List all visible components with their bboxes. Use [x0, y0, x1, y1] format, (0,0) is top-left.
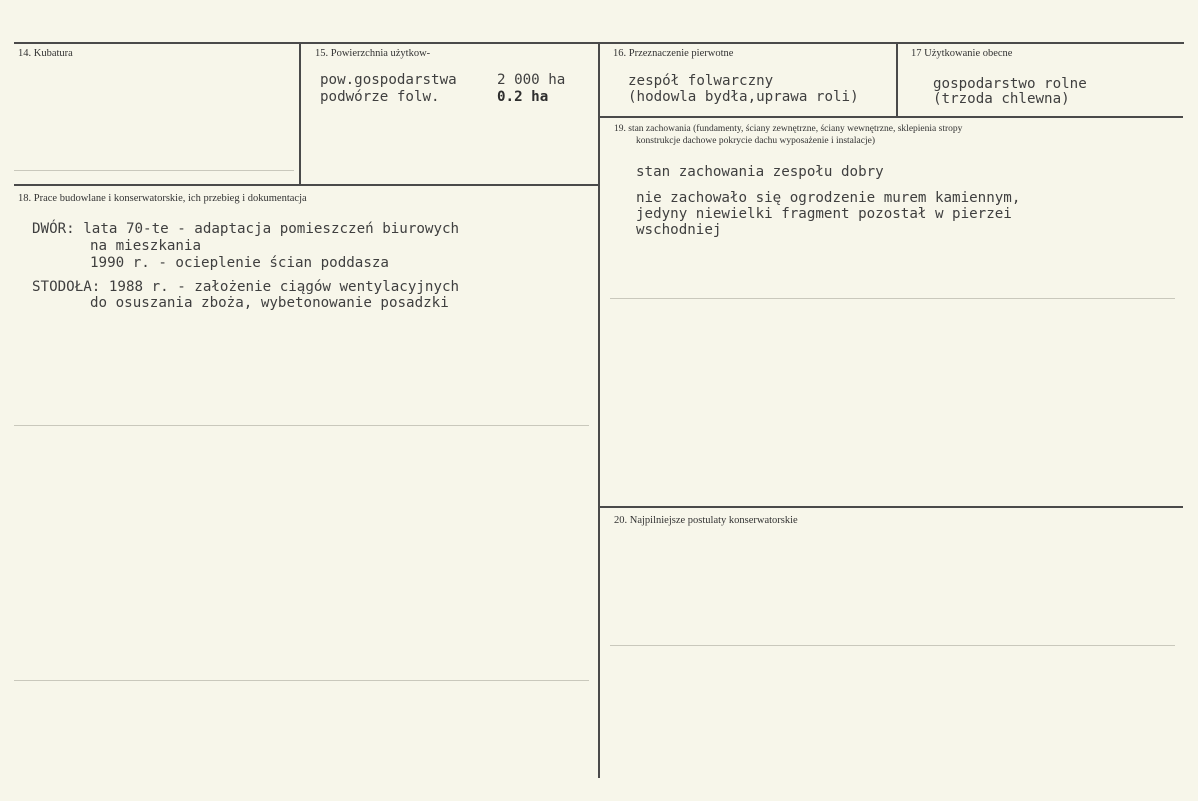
works-line-3: 1990 r. - ocieplenie ścian poddasza: [90, 255, 389, 271]
current-use-line-1: gospodarstwo rolne: [933, 76, 1087, 92]
field-17-label: 17 Użytkowanie obecne: [911, 48, 1013, 59]
right-upper-rule: [599, 116, 1183, 118]
left-mid-rule: [14, 184, 599, 186]
field-18-label: 18. Prace budowlane i konserwatorskie, ich przebieg i dokumentacja: [18, 193, 307, 204]
works-line-1: DWÓR: lata 70-te - adaptacja pomieszczeń biurowych: [32, 221, 460, 237]
area-row-1-value: 2 000 ha: [497, 72, 566, 88]
condition-line-4: wschodniej: [636, 222, 722, 238]
center-divider: [598, 43, 600, 778]
field-19-label: 19. stan zachowania (fundamenty, ściany zewnętrzne, ściany wewnętrzne, sklepienia stropy: [614, 124, 963, 134]
condition-line-3: jedyny niewielki fragment pozostał w pierzei: [636, 206, 1012, 222]
works-line-5: do osuszania zboża, wybetonowanie posadzki: [90, 295, 449, 311]
field-14-label: 14. Kubatura: [18, 48, 73, 59]
guide-line: [610, 298, 1175, 299]
field-15-label: 15. Powierzchnia użytkow-: [315, 48, 431, 59]
works-line-4: STODOŁA: 1988 r. - założenie ciągów wentylacyjnych: [32, 279, 460, 295]
divider-16-17: [896, 43, 898, 116]
divider-14-15: [299, 43, 301, 185]
right-lower-rule: [599, 506, 1183, 508]
condition-line-2: nie zachowało się ogrodzenie murem kamiennym,: [636, 190, 1021, 206]
guide-line: [610, 645, 1175, 646]
original-use-line-1: zespół folwarczny: [628, 73, 774, 89]
guide-line: [14, 680, 589, 681]
area-row-2-name: podwórze folw.: [320, 89, 440, 105]
field-20-label: 20. Najpilniejsze postulaty konserwatorskie: [614, 515, 798, 526]
original-use-line-2: (hodowla bydła,uprawa roli): [628, 89, 859, 105]
field-16-label: 16. Przeznaczenie pierwotne: [613, 48, 734, 59]
current-use-line-2: (trzoda chlewna): [933, 91, 1070, 107]
area-row-2-value: 0.2 ha: [497, 89, 549, 105]
field-19-label-cont: konstrukcje dachowe pokrycie dachu wyposażenie i instalacje): [636, 136, 875, 146]
guide-line: [14, 425, 589, 426]
works-line-2: na mieszkania: [90, 238, 202, 254]
condition-line-1: stan zachowania zespołu dobry: [636, 164, 884, 180]
area-row-1-name: pow.gospodarstwa: [320, 72, 457, 88]
guide-line: [14, 170, 294, 171]
